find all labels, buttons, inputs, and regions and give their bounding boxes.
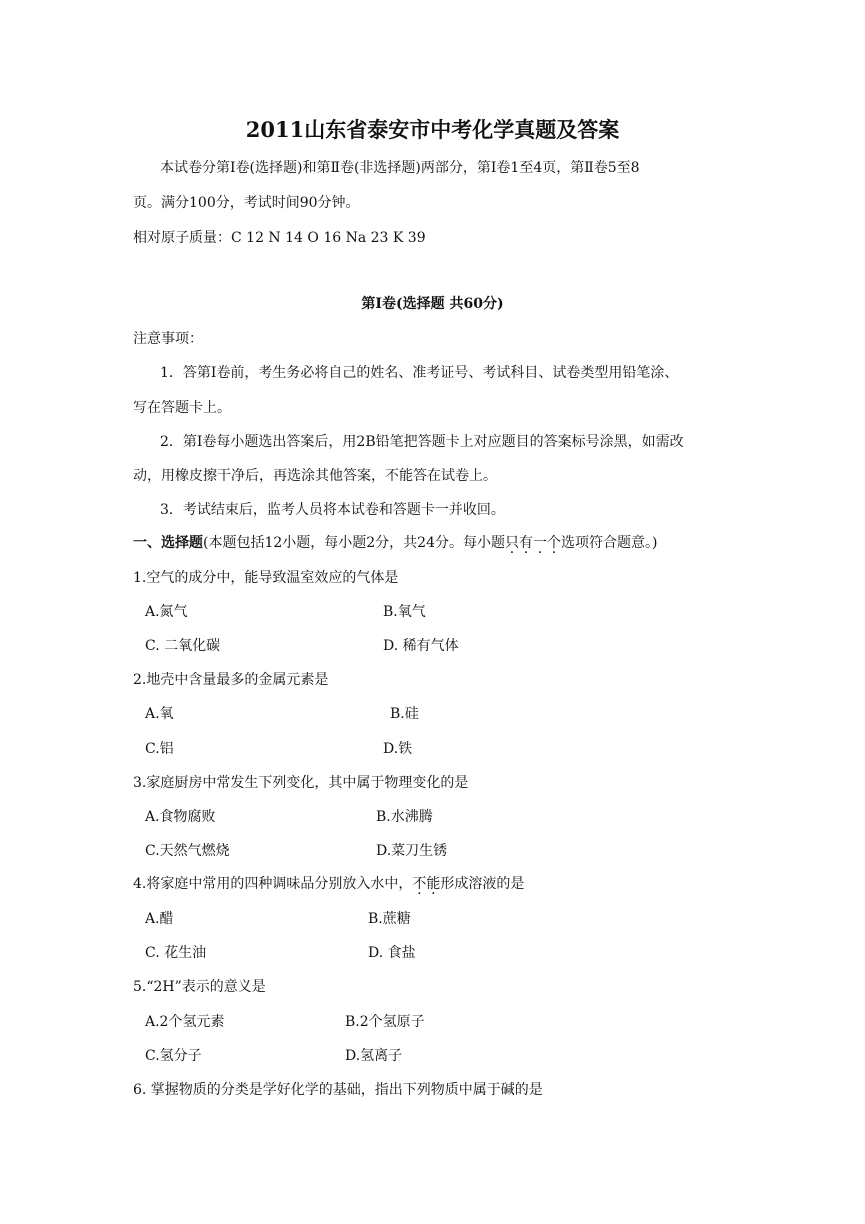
note-1-line-1: 1．答第Ⅰ卷前，考生务必将自己的姓名、准考证号、考试科目、试卷类型用铅笔涂、 — [160, 365, 679, 381]
note-2-line-2: 动，用橡皮擦干净后，再选涂其他答案，不能答在试卷上。 — [133, 468, 497, 484]
question-5-stem: 5.“2H”表示的意义是 — [133, 979, 266, 995]
question-1-option-d: D. 稀有气体 — [383, 638, 459, 654]
question-4-option-c: C. 花生油 — [145, 945, 207, 961]
part-1-heading — [133, 533, 657, 553]
part-1-desc-post: 选项符合题意。) — [561, 535, 658, 551]
question-5-option-a: A.2个氢元素 — [145, 1014, 225, 1030]
part-1-label: 一、选择题 — [133, 535, 203, 551]
question-4-stem — [133, 874, 524, 894]
intro-line-1: 本试卷分第Ⅰ卷(选择题)和第Ⅱ卷(非选择题)两部分，第Ⅰ卷1至4页，第Ⅱ卷5至8 — [160, 160, 640, 176]
emphasis-char: 只 — [505, 535, 519, 551]
question-2-option-b: B.硅 — [390, 706, 419, 722]
intro-line-2: 页。满分100分，考试时间90分钟。 — [133, 195, 360, 211]
question-4-stem-pre: 4.将家庭中常用的四种调味品分别放入水中， — [133, 876, 413, 892]
question-2-option-a: A.氧 — [145, 706, 174, 722]
question-2-option-d: D.铁 — [383, 741, 413, 757]
question-3-option-b: B.水沸腾 — [376, 809, 433, 825]
emphasis-char: 不 — [412, 876, 427, 892]
emphasis-char: 个 — [547, 535, 561, 551]
notes-label: 注意事项： — [133, 331, 203, 347]
question-1-option-b: B.氧气 — [383, 604, 426, 620]
emphasis-char: 能 — [426, 876, 441, 892]
emphasis-char: 有 — [519, 535, 533, 551]
section-heading: 第Ⅰ卷(选择题 共60分) — [361, 296, 504, 312]
question-2-stem: 2.地壳中含量最多的金属元素是 — [133, 672, 329, 688]
question-5-option-b: B.2个氢原子 — [345, 1014, 425, 1030]
question-3-option-c: C.天然气燃烧 — [145, 843, 230, 859]
atomic-mass-line: 相对原子质量：C 12 N 14 O 16 Na 23 K 39 — [133, 230, 426, 246]
question-6-stem: 6. 掌握物质的分类是学好化学的基础，指出下列物质中属于碱的是 — [133, 1082, 543, 1098]
question-4-option-b: B.蔗糖 — [368, 911, 411, 927]
question-4-stem-post: 形成溶液的是 — [440, 876, 525, 892]
question-4-option-a: A.醋 — [145, 911, 174, 927]
page-title: 2011山东省泰安市中考化学真题及答案 — [245, 117, 620, 142]
question-5-option-d: D.氢离子 — [345, 1048, 403, 1064]
part-1-desc-pre: (本题包括12小题，每小题2分，共24分。每小题 — [203, 535, 505, 551]
question-1-option-a: A.氮气 — [145, 604, 188, 620]
question-4-option-d: D. 食盐 — [368, 945, 416, 961]
note-3: 3．考试结束后，监考人员将本试卷和答题卡一并收回。 — [160, 502, 505, 518]
question-3-option-a: A.食物腐败 — [145, 809, 216, 825]
question-1-stem: 1.空气的成分中，能导致温室效应的气体是 — [133, 570, 399, 586]
question-3-option-d: D.菜刀生锈 — [376, 843, 448, 859]
question-3-stem: 3.家庭厨房中常发生下列变化，其中属于物理变化的是 — [133, 775, 469, 791]
question-2-option-c: C.铝 — [145, 741, 174, 757]
question-1-option-c: C. 二氧化碳 — [145, 638, 221, 654]
note-1-line-2: 写在答题卡上。 — [133, 400, 231, 416]
note-2-line-1: 2．第Ⅰ卷每小题选出答案后，用2B铅笔把答题卡上对应题目的答案标号涂黑，如需改 — [160, 434, 684, 450]
question-5-option-c: C.氢分子 — [145, 1048, 202, 1064]
emphasis-char: 一 — [533, 535, 547, 551]
